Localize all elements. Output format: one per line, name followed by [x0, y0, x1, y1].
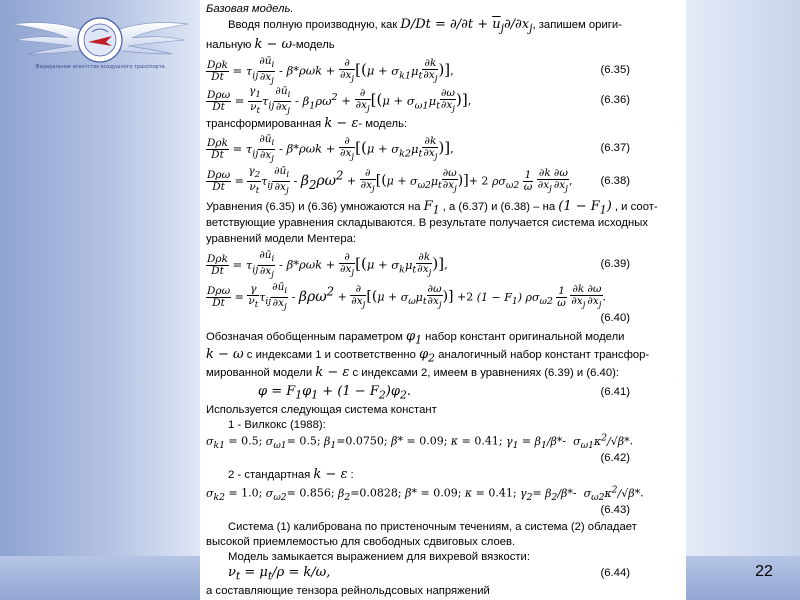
wings-logo-icon: [6, 2, 194, 74]
eq-number-6-37: (6.37): [600, 142, 630, 154]
text-line-13: Система (1) калибрована по пристеночным течениям, а система (2) обладает: [228, 521, 637, 533]
text-line-16: а составляющие тензора рейнольдсовых напряжений: [206, 585, 490, 597]
eq-number-6-42: (6.42): [600, 452, 630, 464]
equation-6-42: $\sigma_{k1} = 0.5$; $\sigma_{\omega 1}= 0.5$; $\beta_1=0.0750$; β* = 0.09; κ = 0.41; $\gamma_1 = \beta_1/\beta*-$ $\sigma_{\omega 1}\kappa^2/√\beta*$. (6.42): [206, 432, 634, 464]
eq-number-6-39: (6.39): [600, 258, 630, 270]
equation-6-43: $\sigma_{k2} = 1.0$; $\sigma_{\omega 2}= 0.856$; $\beta_2=0.0828$; β* = 0.09; κ = 0.41; $\gamma_2= \beta_2/\beta*-$ $\sigma_{\omega 2}\kappa^2/√\beta*$. (6.43): [206, 484, 644, 516]
text-line-8: k − ω с индексами 1 и соответственно $\varphi_2$ аналогичный набор констант трансфор-: [206, 347, 650, 365]
document-page: [200, 0, 686, 600]
heading: Базовая модель.: [206, 3, 294, 15]
text-line-15: Модель замыкается выражением для вихревой вязкости:: [228, 551, 530, 563]
equation-6-44: $\nu_t = \mu_t/\rho = k/\omega$, (6.44): [228, 565, 630, 583]
equation-6-41: $\varphi = F_1\varphi_1 + (1 - F_2)\varphi_2$. (6.41): [258, 384, 630, 402]
right-decorative-band: [686, 0, 800, 600]
text-line-6: уравнений модели Ментера:: [206, 233, 357, 245]
text-line-10: Используется следующая система констант: [206, 404, 437, 416]
eq-number-6-43: (6.43): [600, 504, 630, 516]
eq-number-6-35: (6.35): [600, 64, 630, 76]
text-line-5: ветствующие уравнения складываются. В результате получается система исходных: [206, 217, 648, 229]
text-line-1: Вводя полную производную, как $D/Dt = \partial/\partial t + \overline{u}_j\partial/\partial x_j$, запишем ориги-: [228, 17, 622, 35]
text-line-7: Обозначая обобщенным параметром $\varphi_1$ набор констант оригинальной модели: [206, 329, 625, 347]
page-number: 22: [755, 563, 773, 580]
equation-6-37: $\frac{\text{Dρk}}{Dt}$ = $\tau_{ij}$ $\frac{\partial ū_i}{\partial x_j}$ - β*ρωk + $\frac{\partial}{\partial x_j}$ [($\mu + \sigma_{k2}\mu_t$ $\frac{\partial k}{\partial x_j}$ )], (6.37): [207, 133, 630, 165]
equation-6-36: $\frac{\text{Dρω}}{Dt}$ = $\frac{\gamma_1}{\nu_t}$ $\tau_{ij}$ $\frac{\partial ū_i}{\partial x_j}$ - $\beta_1\rho\omega^2$ + $\frac{\partial}{\partial x_j}$ [($\mu + \sigma_{\omega 1}\mu_t$ $\frac{\partial\omega}{\partial x_j}$ )], (6.36): [207, 85, 630, 117]
eq-number-6-44: (6.44): [600, 567, 630, 579]
text-line-4: Уравнения (6.35) и (6.36) умножаются на $F_1$ , а (6.37) и (6.38) – на $(1 - F_1)$ , и соот-: [206, 199, 658, 217]
eq-number-6-41: (6.41): [600, 386, 630, 398]
logo-caption: Федеральное агентство воздушного транспорта: [35, 64, 165, 70]
equation-6-38: $\frac{\text{Dρω}}{Dt}$ = $\frac{\gamma_2}{\nu_t}$ $\tau_{ij}$ $\frac{\partial ū_i}{\partial x_j}$ - $\beta_2\rho\omega^2$ + $\frac{\partial}{\partial x_j}$ [($\mu + \sigma_{\omega 2}\mu_t$ $\frac{\partial\omega}{\partial x_j}$ )]+ 2 $\rho\sigma_{\omega 2}$ $\frac{1}{\omega}$ $\frac{\partial k}{\partial x_j}$ $\frac{\partial\omega}{\partial x_j}$ , (6.38): [207, 165, 630, 197]
text-line-3: трансформированная k − ε- модель:: [206, 116, 408, 131]
eq-number-6-36: (6.36): [600, 94, 630, 106]
text-line-2: нальную k − ω-модель: [206, 37, 335, 52]
eq-number-6-38: (6.38): [600, 175, 630, 187]
equation-6-39: $\frac{\text{Dρk}}{Dt}$ = $\tau_{ij}$ $\frac{\partial ū_i}{\partial x_j}$ - β*ρωk + $\frac{\partial}{\partial x_j}$ [($\mu + \sigma_k\mu_t$ $\frac{\partial k}{\partial x_j}$ )], (6.39): [207, 249, 630, 281]
text-line-12: 2 - стандартная k − ε :: [228, 467, 354, 482]
eq-number-6-40: (6.40): [600, 312, 630, 324]
equation-6-35: $\frac{\text{Dρk}}{Dt}$ = $\tau_{ij}$ $\frac{\partial ū_i}{\partial x_j}$ - β*ρωk + $\frac{\partial}{\partial x_j}$ [($\mu + \sigma_{k1}\mu_t$ $\frac{\partial k}{\partial x_j}$ )], (6.35): [207, 55, 630, 87]
text-line-9: мированной модели k − ε с индексами 2, имеем в уравнениях (6.39) и (6.40):: [206, 365, 619, 380]
text-line-14: высокой приемлемостью для свободных сдвиговых слоев.: [206, 536, 516, 548]
left-decorative-band: [0, 0, 200, 600]
equation-6-40: $\frac{\text{Dρω}}{Dt}$ = $\frac{\gamma}{\nu_t}$ $\tau_{ij}$ $\frac{\partial ū_i}{\partial x_j}$ - βρω$^2$ + $\frac{\partial}{\partial x_j}$ [($\mu + \sigma_\omega\mu_t$ $\frac{\partial\omega}{\partial x_j}$ )] +2 $(1 - F_1)$ $\rho\sigma_{\omega 2}$ $\frac{1}{\omega}$ $\frac{\partial k}{\partial x_j}$ $\frac{\partial\omega}{\partial x_j}$ . (6.40): [207, 281, 630, 324]
text-line-11: 1 - Вилкокс (1988):: [228, 419, 326, 431]
